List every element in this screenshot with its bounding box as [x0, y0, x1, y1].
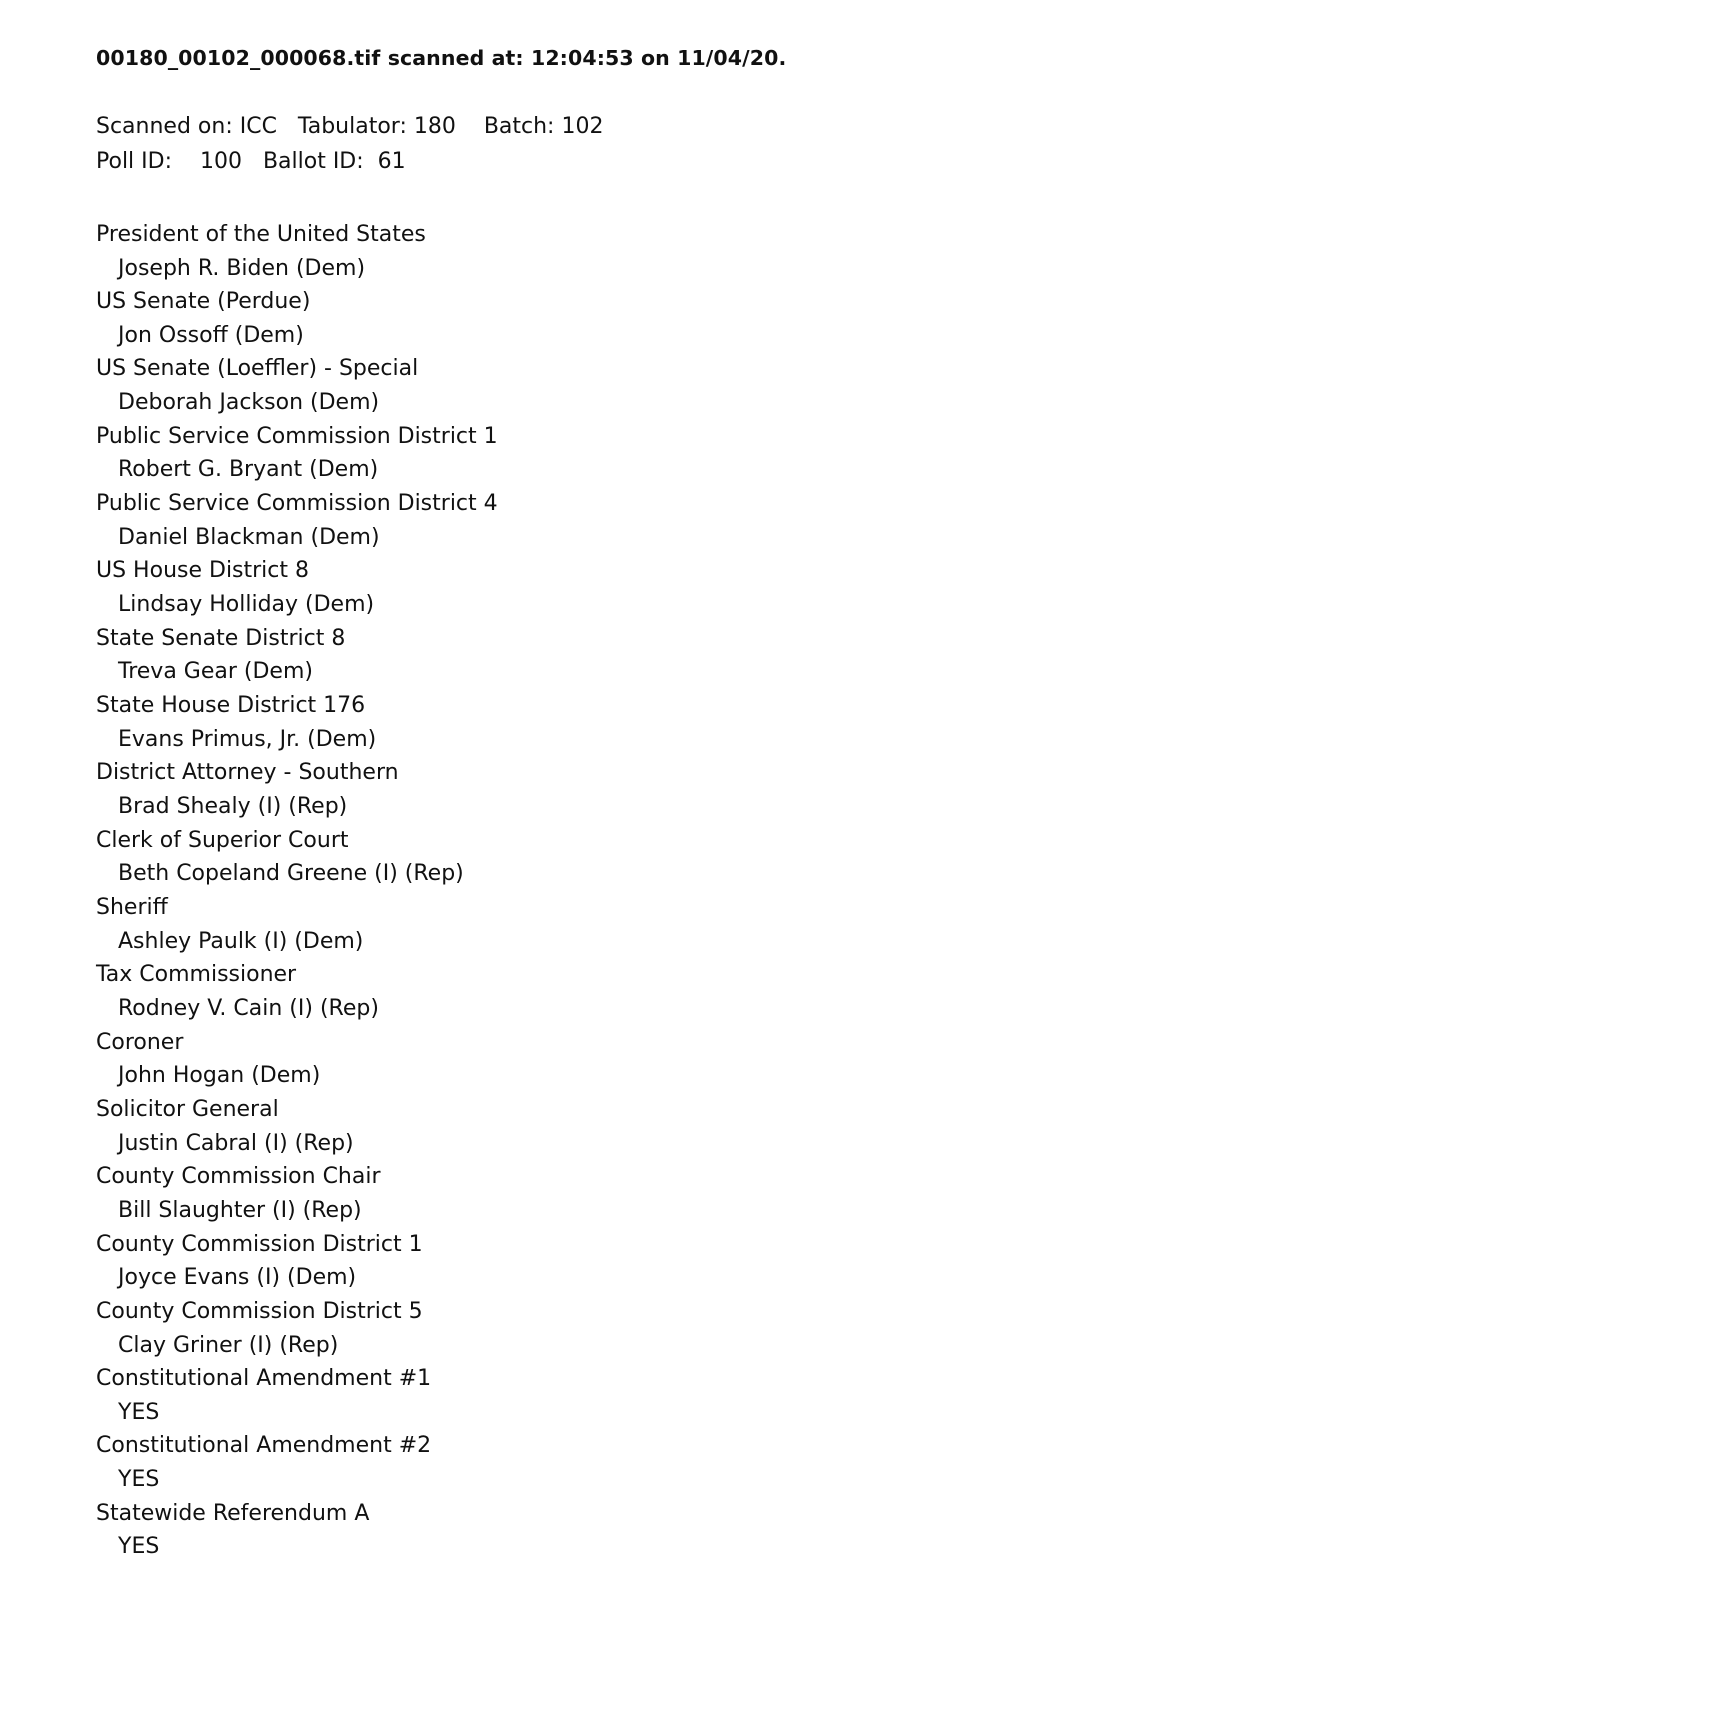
scan-file-header: 00180_00102_000068.tif scanned at: 12:04:53 on 11/04/20.	[96, 46, 787, 70]
contest-title: Statewide Referendum A	[96, 1500, 370, 1526]
contest-block	[96, 1228, 1649, 1295]
contest-block	[96, 1026, 1649, 1093]
contest-title: US Senate (Loeffler) - Special	[96, 356, 419, 382]
contest-title: State Senate District 8	[96, 625, 346, 651]
contest-block	[96, 1093, 1649, 1160]
contest-block	[96, 824, 1649, 891]
contest-title: Public Service Commission District 1	[96, 423, 498, 449]
contest-title: Coroner	[96, 1029, 184, 1055]
contest-block	[96, 1295, 1649, 1362]
contest-block	[96, 487, 1649, 554]
contest-block	[96, 352, 1649, 419]
contest-choice: Bill Slaughter (I) (Rep)	[118, 1197, 362, 1223]
contest-block	[96, 891, 1649, 958]
contest-title: US House District 8	[96, 558, 310, 584]
contest-block	[96, 689, 1649, 756]
scan-metadata	[96, 109, 1649, 180]
contest-choice: Brad Shealy (I) (Rep)	[118, 794, 348, 819]
contest-choice: Joyce Evans (I) (Dem)	[118, 1265, 357, 1291]
contest-choice: YES	[118, 1467, 160, 1493]
contest-title: Clerk of Superior Court	[96, 827, 349, 853]
contest-choice: Lindsay Holliday (Dem)	[118, 592, 375, 618]
contest-title: Constitutional Amendment #1	[96, 1366, 432, 1392]
contest-title: State House District 176	[96, 693, 366, 719]
contest-choice: Rodney V. Cain (I) (Rep)	[118, 995, 379, 1021]
scan-metadata-tabulator-line: Scanned on: ICC Tabulator: 180 Batch: 102	[96, 113, 604, 139]
contest-block	[96, 1429, 1649, 1496]
contest-choice: YES	[118, 1534, 160, 1560]
contest-list	[96, 218, 1649, 1564]
contest-title: Solicitor General	[96, 1096, 279, 1122]
contest-choice: Ashley Paulk (I) (Dem)	[118, 928, 364, 954]
contest-choice: Daniel Blackman (Dem)	[118, 524, 380, 550]
contest-block	[96, 1497, 1649, 1564]
contest-title: Sheriff	[96, 894, 168, 920]
contest-block	[96, 218, 1649, 285]
contest-title: US Senate (Perdue)	[96, 289, 311, 315]
contest-block	[96, 285, 1649, 352]
contest-title: Constitutional Amendment #2	[96, 1433, 432, 1459]
contest-title: President of the United States	[96, 221, 426, 247]
contest-title: County Commission District 5	[96, 1298, 423, 1324]
contest-block	[96, 756, 1649, 823]
contest-title: Tax Commissioner	[96, 962, 297, 988]
contest-block	[96, 1362, 1649, 1429]
contest-choice: Clay Griner (I) (Rep)	[118, 1332, 339, 1358]
contest-choice: Joseph R. Biden (Dem)	[118, 255, 366, 281]
contest-choice: Justin Cabral (I) (Rep)	[118, 1130, 354, 1156]
contest-title: Public Service Commission District 4	[96, 491, 498, 517]
contest-block	[96, 420, 1649, 487]
contest-choice: Evans Primus, Jr. (Dem)	[118, 726, 377, 752]
contest-choice: Robert G. Bryant (Dem)	[118, 457, 379, 483]
contest-block	[96, 622, 1649, 689]
contest-block	[96, 958, 1649, 1025]
contest-choice: Jon Ossoff (Dem)	[118, 322, 304, 348]
contest-choice: Deborah Jackson (Dem)	[118, 390, 380, 416]
contest-choice: YES	[118, 1399, 160, 1425]
contest-title: County Commission Chair	[96, 1164, 381, 1190]
scan-metadata-poll-line: Poll ID: 100 Ballot ID: 61	[96, 149, 406, 175]
contest-block	[96, 1160, 1649, 1227]
contest-title: District Attorney - Southern	[96, 760, 399, 786]
contest-choice: Treva Gear (Dem)	[118, 659, 313, 685]
contest-choice: Beth Copeland Greene (I) (Rep)	[118, 861, 464, 887]
contest-choice: John Hogan (Dem)	[118, 1063, 321, 1089]
contest-title: County Commission District 1	[96, 1231, 423, 1257]
contest-block	[96, 554, 1649, 621]
